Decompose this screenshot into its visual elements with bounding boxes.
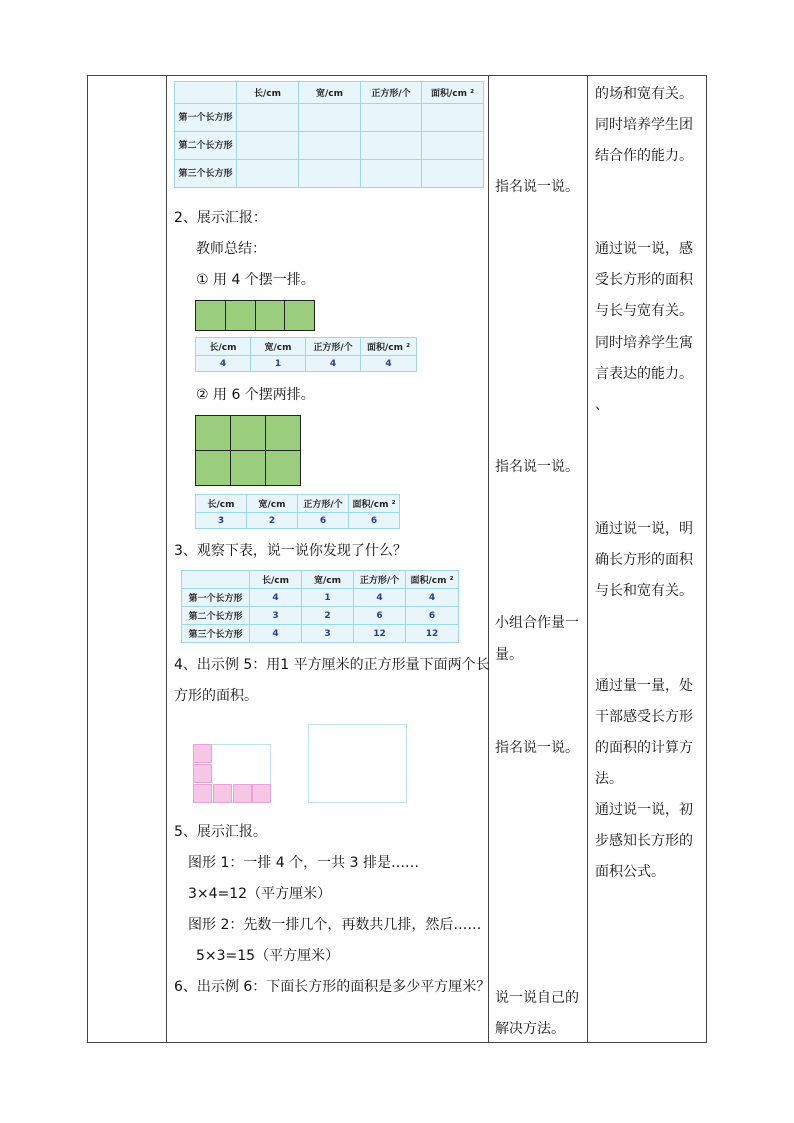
table-col-line-2 [166,75,167,1043]
table-cell: 12 [354,625,406,643]
table-cell: 12 [406,625,459,643]
intent-line: 的场和宽有关。 [595,86,693,102]
table-cell: 1 [251,356,306,372]
student-activity-1: 指名说一说。 [495,179,579,195]
table-col-line-3 [488,75,489,1043]
pink-unit-square [213,784,232,803]
rectangle-figure-2 [308,724,407,803]
intent-line: 同时培养学生团 [595,117,693,133]
table-cell [361,104,422,132]
green-square [231,416,265,450]
calculation-1: 3×4=12（平方厘米） [188,886,332,902]
item-2-text: ② 用 6 个摆两排。 [196,387,315,403]
table-header-cell: 长/cm [196,338,251,356]
green-square [226,301,255,330]
section-6-title: 6、出示例 6：下面长方形的面积是多少平方厘米？ [174,979,491,995]
table-col-line-4 [587,75,588,1043]
table-a [195,337,417,372]
intent-line: 面积公式。 [595,864,665,880]
table-cell [299,132,361,160]
table-header-cell: 正方形/个 [361,82,422,104]
green-square [266,451,300,485]
student-activity-3-line-1: 小组合作量一 [495,615,579,631]
student-activity-5-line-1: 说一说自己的 [495,990,579,1006]
table-cell [422,132,484,160]
table-header-cell: 面积/cm ² [349,495,400,513]
pink-unit-square [193,764,212,783]
intent-line: 同时培养学生寓 [595,335,693,351]
table-header-cell: 宽/cm [302,571,354,589]
row-header: 第一个长方形 [182,589,250,607]
green-square [196,301,225,330]
green-square [231,451,265,485]
table-cell [422,104,484,132]
intent-line: 干部感受长方形 [595,709,693,725]
table-b [195,494,400,529]
student-activity-3-line-2: 量。 [495,647,523,663]
intent-line: 的面积的计算方 [595,740,693,756]
table-cell: 2 [302,607,354,625]
intent-line: 与长和宽有关。 [595,583,693,599]
student-activity-4: 指名说一说。 [495,740,579,756]
intent-line: 通过说一说，感 [595,241,693,257]
intent-line: 与长与宽有关。 [595,303,693,319]
row-header: 第一个长方形 [175,104,237,132]
table-cell [237,132,299,160]
table-cell: 4 [406,589,459,607]
table-cell: 3 [250,607,302,625]
table-header-cell [175,82,237,104]
table-header-cell [182,571,250,589]
table-cell: 4 [250,589,302,607]
figure-1-description: 图形 1：一排 4 个，一共 3 排是…… [188,855,419,871]
table-cell: 4 [361,356,417,372]
row-header: 第三个长方形 [175,160,237,188]
table-cell: 6 [354,607,406,625]
table-cell: 4 [354,589,406,607]
table-col-line-5 [706,75,707,1043]
intent-line: 确长方形的面积 [595,552,693,568]
pink-unit-square [252,784,271,803]
section-2-title: 2、展示汇报： [174,210,267,226]
table-header-cell: 面积/cm ² [422,82,484,104]
intent-line: 通过量一量，处 [595,678,693,694]
table-header-cell: 长/cm [250,571,302,589]
intent-line: 通过说一说，明 [595,521,693,537]
table-cell: 4 [196,356,251,372]
table-top-border [87,75,706,76]
table-header-cell: 宽/cm [251,338,306,356]
table-cell [361,132,422,160]
table-header-cell: 面积/cm ² [406,571,459,589]
table-header-cell: 正方形/个 [306,338,361,356]
intent-line: 通过说一说，初 [595,802,693,818]
teacher-summary-label: 教师总结： [196,241,266,257]
green-square [256,301,285,330]
table-bottom-border [87,1042,706,1043]
figure-2-description: 图形 2：先数一排几个，再数共几排，然后…… [188,917,482,933]
intent-line: 法。 [595,771,623,787]
green-square [285,301,314,330]
item-1-text: ① 用 4 个摆一排。 [196,272,315,288]
table-cell: 2 [247,513,298,529]
pink-unit-square [233,784,252,803]
table-cell: 4 [250,625,302,643]
table-cell: 3 [196,513,247,529]
table-header-cell: 面积/cm ² [361,338,417,356]
measurement-table-empty [174,81,484,188]
table-cell [361,160,422,188]
table-cell: 6 [406,607,459,625]
student-activity-5-line-2: 解决方法。 [495,1021,565,1037]
table-cell [299,104,361,132]
table-c [181,570,459,643]
intent-line: 受长方形的面积 [595,272,693,288]
green-squares-2x3 [195,415,301,486]
row-header: 第二个长方形 [175,132,237,160]
table-cell: 4 [306,356,361,372]
table-header-cell: 宽/cm [247,495,298,513]
table-cell [237,160,299,188]
intent-line: 结合作的能力。 [595,148,693,164]
table-header-cell: 宽/cm [299,82,361,104]
section-3-title: 3、观察下表，说一说你发现了什么？ [174,543,407,559]
pink-unit-square [193,744,212,763]
table-cell: 3 [302,625,354,643]
green-square [196,451,230,485]
table-cell: 6 [298,513,349,529]
table-header-cell: 长/cm [196,495,247,513]
table-cell: 1 [302,589,354,607]
intent-line: 步感知长方形的 [595,833,693,849]
green-squares-1x4 [195,300,315,331]
table-header-cell: 长/cm [237,82,299,104]
green-square [196,416,230,450]
calculation-2: 5×3=15（平方厘米） [196,948,340,964]
row-header: 第二个长方形 [182,607,250,625]
section-5-title: 5、展示汇报。 [174,824,267,840]
table-cell [422,160,484,188]
student-activity-2: 指名说一说。 [495,459,579,475]
section-4-line-1: 4、出示例 5：用1 平方厘米的正方形量下面两个长 [174,657,490,673]
pink-unit-square [193,784,212,803]
row-header: 第三个长方形 [182,625,250,643]
intent-line: 言表达的能力。 [595,366,693,382]
table-cell: 6 [349,513,400,529]
section-4-line-2: 方形的面积。 [174,688,258,704]
table-cell [237,104,299,132]
table-col-line-1 [87,75,88,1043]
table-header-cell: 正方形/个 [354,571,406,589]
intent-line: 、 [595,397,609,413]
table-cell [299,160,361,188]
table-header-cell: 正方形/个 [298,495,349,513]
green-square [266,416,300,450]
